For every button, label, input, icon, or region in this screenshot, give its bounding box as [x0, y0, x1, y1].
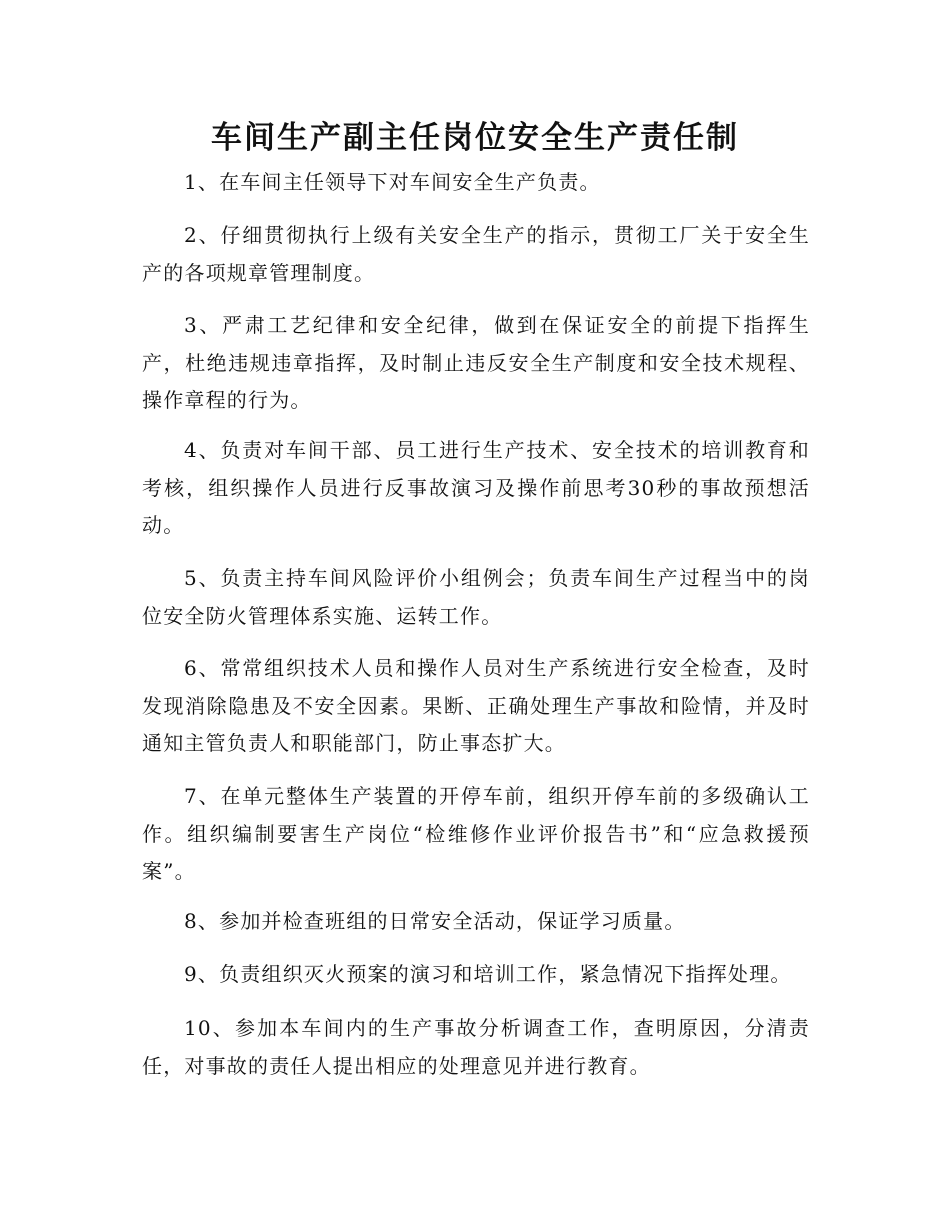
- paragraph-10: 10、参加本车间内的生产事故分析调查工作，查明原因，分清责任，对事故的责任人提出相应的处理意见并进行教育。: [142, 1016, 810, 1078]
- paragraph-5: 5、负责主持车间风险评价小组例会；负责车间生产过程当中的岗位安全防火管理体系实施、运转工作。: [142, 566, 810, 628]
- paragraph-6: 6、常常组织技术人员和操作人员对生产系统进行安全检查，及时发现消除隐患及不安全因素。果断、正确处理生产事故和险情，并及时通知主管负责人和职能部门，防止事态扩大。: [142, 656, 810, 755]
- paragraph-9: 9、负责组织灭火预案的演习和培训工作，紧急情况下指挥处理。: [184, 962, 792, 986]
- paragraph-4: 4、负责对车间干部、员工进行生产技术、安全技术的培训教育和考核，组织操作人员进行反事故演习及操作前思考30秒的事故预想活动。: [142, 438, 810, 537]
- paragraph-7: 7、在单元整体生产装置的开停车前，组织开停车前的多级确认工作。组织编制要害生产岗位“检维修作业评价报告书”和“应急救援预案”。: [142, 784, 810, 883]
- paragraph-1: 1、在车间主任领导下对车间安全生产负责。: [184, 170, 601, 194]
- paragraph-8: 8、参加并检查班组的日常安全活动，保证学习质量。: [184, 909, 686, 933]
- document-title: 车间生产副主任岗位安全生产责任制: [211, 120, 739, 156]
- paragraph-3: 3、严肃工艺纪律和安全纪律，做到在保证安全的前提下指挥生产，杜绝违规违章指挥，及时制止违反安全生产制度和安全技术规程、操作章程的行为。: [142, 313, 810, 412]
- paragraph-2: 2、仔细贯彻执行上级有关安全生产的指示，贯彻工厂关于安全生产的各项规章管理制度。: [142, 223, 810, 285]
